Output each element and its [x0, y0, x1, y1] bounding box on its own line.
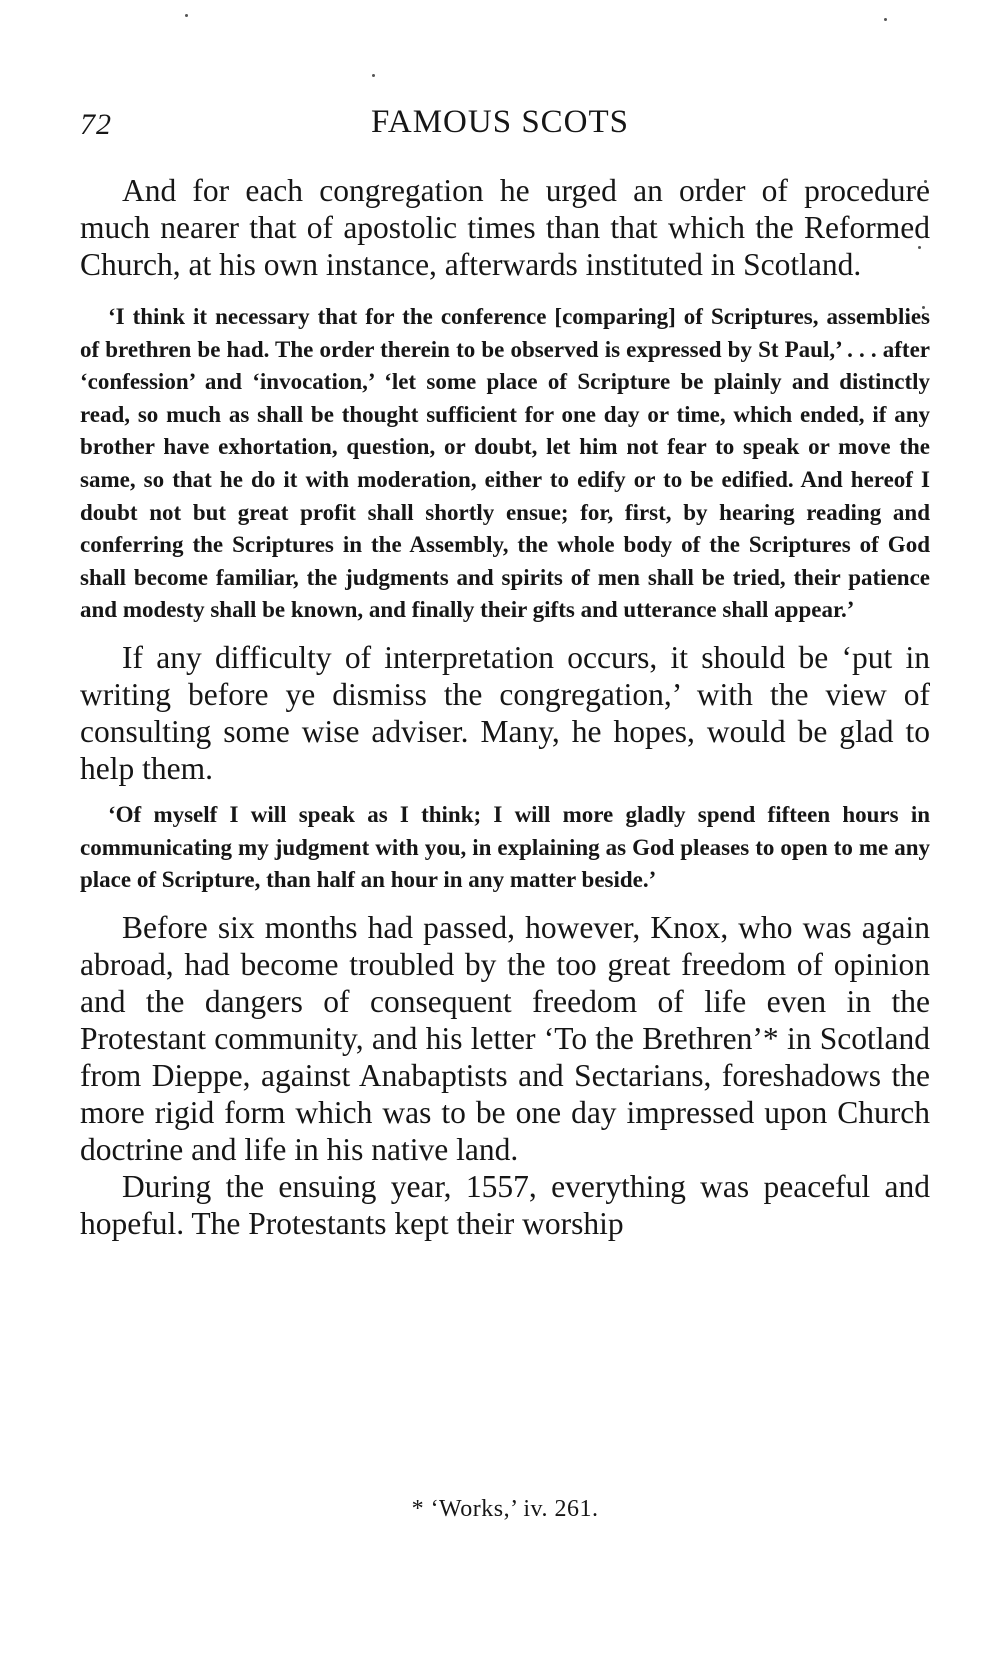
- block-quote: ‘I think it necessary that for the conference [comparing] of Scriptures, assemblies of brethren be had. The order therein to be observed is expressed by St Paul,’ . . . after ‘confession’ and ‘invocation,’ ‘let some place of Scripture be plainly and distinctly read, so much as shall be thought sufficient for one day or time, which ended, if any brother have exhortation, question, or doubt, let him not fear to speak or move the same, so that he do it with moderation, either to edify or to be edified. And hereof I doubt not but great profit shall shortly ensue; for, first, by hearing reading and conferring the Scriptures in the Assembly, the whole body of the Scriptures of God shall become familiar, the judgments and spirits of men shall be tried, their patience and modesty shall be known, and finally their gifts and utterance shall appear.’: [80, 304, 930, 623]
- running-title: FAMOUS SCOTS: [370, 104, 630, 140]
- footnote: * ‘Works,’ iv. 261.: [411, 1496, 599, 1522]
- page-number: 72: [80, 108, 112, 141]
- body-paragraph: During the ensuing year, 1557, everything was peaceful and hopeful. The Protestants kept their worship: [80, 1168, 930, 1241]
- text-body: [80, 172, 930, 1242]
- body-paragraph: Before six months had passed, however, Knox, who was again abroad, had become troubled by the too great freedom of opinion and the dangers of consequent freedom of life even in the Protestant community, and his letter ‘To the Brethren’* in Scotland from Dieppe, against Anabaptists and Sectarians, foreshadows the more rigid form which was to be one day impressed upon Church doctrine and life in his native land.: [80, 909, 930, 1167]
- scan-speck: [372, 74, 375, 77]
- body-paragraph: If any difficulty of interpretation occurs, it should be ‘put in writing before ye dismiss the congregation,’ with the view of consulting some wise adviser. Many, he hopes, would be glad to help them.: [80, 639, 930, 786]
- page-header: [80, 104, 920, 148]
- body-paragraph: And for each congregation he urged an order of procedure much nearer that of apostolic times than that which the Reformed Church, at his own instance, afterwards instituted in Scotland.: [80, 173, 930, 282]
- block-quote: ‘Of myself I will speak as I think; I will more gladly spend fifteen hours in communicating my judgment with you, in explaining as God pleases to open to me any place of Scripture, than half an hour in any matter beside.’: [80, 801, 930, 893]
- scan-speck: [884, 18, 887, 21]
- scan-speck: [185, 14, 188, 17]
